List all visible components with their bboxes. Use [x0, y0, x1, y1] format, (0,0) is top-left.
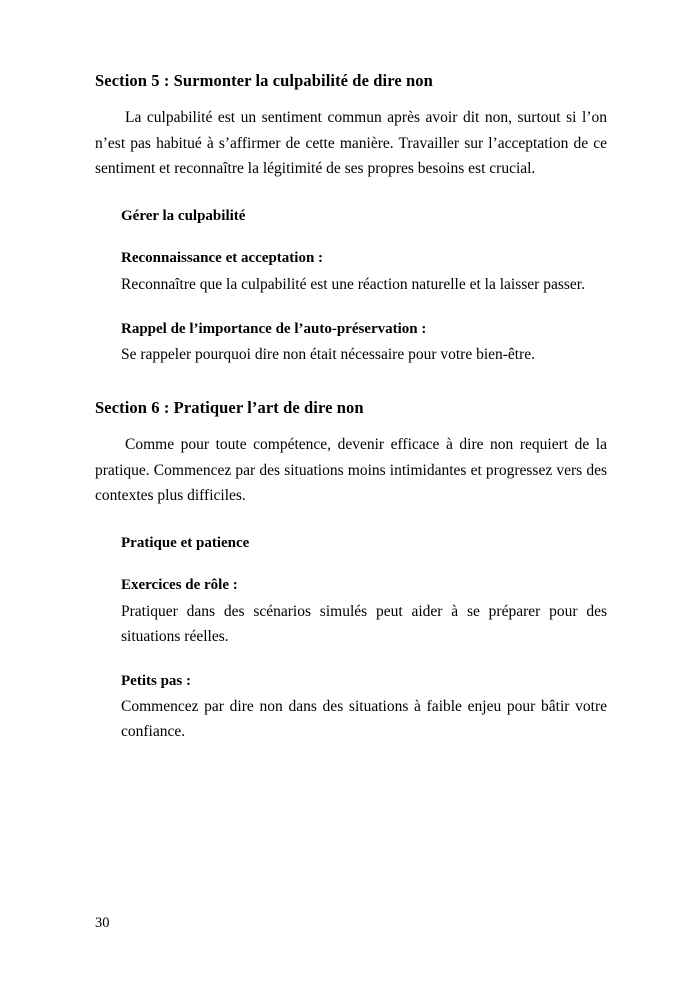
list-item-label: Exercices de rôle : — [121, 577, 238, 594]
subsection-heading: Gérer la culpabilité — [121, 207, 246, 224]
list-item-text: Reconnaître que la culpabilité est une réaction naturelle et la laisser passer. — [121, 275, 585, 293]
section-intro-paragraph: La culpabilité est un sentiment commun après avoir dit non, surtout si l’on n’est pas habitué à s’affirmer de cette manière. Travailler sur l’acceptation de ce sentiment et reconnaître la légitimité de ses propres besoins est crucial. — [95, 109, 607, 177]
list-item — [95, 248, 607, 296]
list-item-label: Petits pas : — [121, 672, 191, 689]
section-heading: Section 5 : Surmonter la culpabilité de dire non — [95, 71, 433, 90]
page-number: 30 — [95, 915, 110, 931]
list-item-text: Se rappeler pourquoi dire non était nécessaire pour votre bien-être. — [121, 345, 536, 363]
section-5 — [95, 70, 607, 367]
list-item-label: Reconnaissance et acceptation : — [121, 250, 324, 267]
subsection-heading: Pratique et patience — [121, 534, 250, 551]
section-heading: Section 6 : Pratiquer l’art de dire non — [95, 397, 364, 417]
list-item — [95, 671, 607, 744]
page-content — [95, 70, 607, 744]
list-item-label: Rappel de l’importance de l’auto-préservation : — [121, 320, 427, 337]
list-item-text: Commencez par dire non dans des situations à faible enjeu pour bâtir votre confiance. — [121, 697, 607, 741]
list-item-text: Pratiquer dans des scénarios simulés peut aider à se préparer pour des situations réelles. — [121, 602, 607, 645]
section-6 — [95, 397, 607, 744]
list-item — [95, 575, 607, 648]
list-item — [95, 319, 607, 367]
section-intro-paragraph: Comme pour toute compétence, devenir efficace à dire non requiert de la pratique. Commencez par des situations moins intimidantes et progressez vers des contextes plus difficiles. — [95, 436, 607, 504]
